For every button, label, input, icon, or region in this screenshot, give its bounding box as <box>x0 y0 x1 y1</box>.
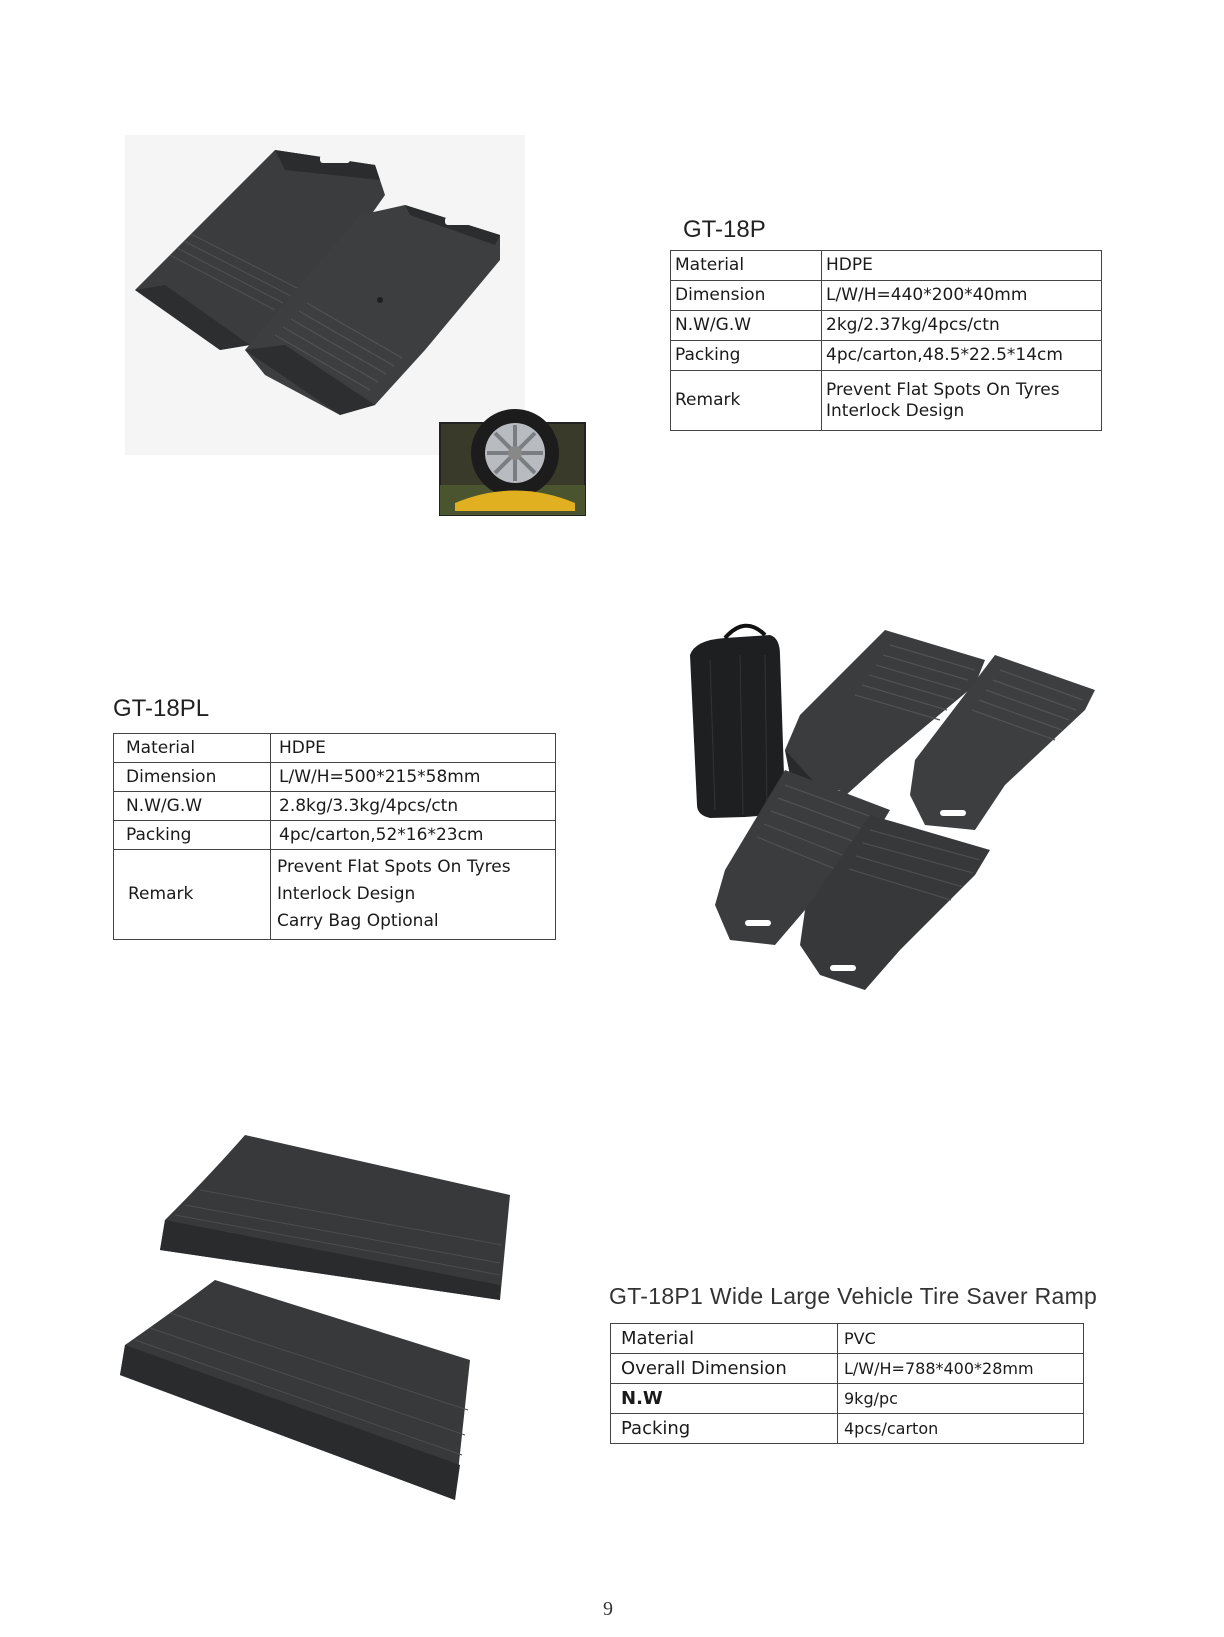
gt-18pl-spec-table <box>113 733 556 940</box>
table-row <box>671 311 1102 341</box>
gt-18p1-lower-ramp <box>120 1280 470 1500</box>
spec-label: Packing <box>611 1414 838 1444</box>
remark-line: Interlock Design <box>826 400 965 421</box>
table-row <box>671 281 1102 311</box>
table-row <box>671 341 1102 371</box>
spec-label: N.W/G.W <box>671 311 822 341</box>
spec-value: PVC <box>838 1324 1084 1354</box>
spec-value: L/W/H=788*400*28mm <box>838 1354 1084 1384</box>
table-row <box>611 1384 1084 1414</box>
spec-value: 4pc/carton,48.5*22.5*14cm <box>822 341 1102 371</box>
spec-value: L/W/H=500*215*58mm <box>271 763 556 792</box>
gt-18p-spec-table <box>670 250 1102 431</box>
table-row <box>611 1414 1084 1444</box>
table-row <box>114 763 556 792</box>
gt-18p1-spec-table <box>610 1323 1084 1444</box>
spec-label: Overall Dimension <box>611 1354 838 1384</box>
table-row <box>114 792 556 821</box>
remark-line: Carry Bag Optional <box>277 911 439 931</box>
spec-label: Remark <box>671 371 822 431</box>
spec-label: N.W <box>611 1384 838 1414</box>
gt-18p-inset-wheel-photo <box>440 423 585 515</box>
spec-value: 4pc/carton,52*16*23cm <box>271 821 556 850</box>
carry-bag <box>690 626 785 818</box>
gt-18p1-product-photo <box>120 1135 515 1515</box>
spec-label: N.W/G.W <box>114 792 271 821</box>
table-row <box>114 821 556 850</box>
page-number: 9 <box>603 1598 613 1620</box>
gt-18p-product-photo <box>125 135 545 455</box>
spec-label: Remark <box>114 850 271 940</box>
table-row <box>611 1354 1084 1384</box>
table-row <box>114 734 556 763</box>
remark-line: Prevent Flat Spots On Tyres <box>277 857 511 877</box>
remark-value <box>271 850 556 940</box>
spec-label: Material <box>114 734 271 763</box>
table-row <box>671 251 1102 281</box>
spec-label: Material <box>611 1324 838 1354</box>
spec-value: 2.8kg/3.3kg/4pcs/ctn <box>271 792 556 821</box>
spec-value: HDPE <box>822 251 1102 281</box>
gt-18p1-title: GT-18P1 Wide Large Vehicle Tire Saver Ramp <box>609 1283 1098 1309</box>
spec-value: L/W/H=440*200*40mm <box>822 281 1102 311</box>
spec-value: HDPE <box>271 734 556 763</box>
remark-line: Interlock Design <box>277 884 416 904</box>
gt-18pl-title: GT-18PL <box>113 695 210 722</box>
table-row <box>114 850 556 940</box>
table-row <box>611 1324 1084 1354</box>
gt-18p1-upper-ramp <box>160 1135 510 1300</box>
spec-value: 4pcs/carton <box>838 1414 1084 1444</box>
spec-label: Dimension <box>671 281 822 311</box>
gt-18p-title: GT-18P <box>683 216 766 243</box>
remark-value <box>822 371 1102 431</box>
spec-label: Packing <box>671 341 822 371</box>
remark-line: Prevent Flat Spots On Tyres <box>826 379 1060 400</box>
spec-label: Material <box>671 251 822 281</box>
spec-label: Dimension <box>114 763 271 792</box>
spec-value: 2kg/2.37kg/4pcs/ctn <box>822 311 1102 341</box>
spec-value: 9kg/pc <box>838 1384 1084 1414</box>
spec-label: Packing <box>114 821 271 850</box>
table-row <box>671 371 1102 431</box>
gt-18pl-product-photo <box>685 620 1105 1040</box>
